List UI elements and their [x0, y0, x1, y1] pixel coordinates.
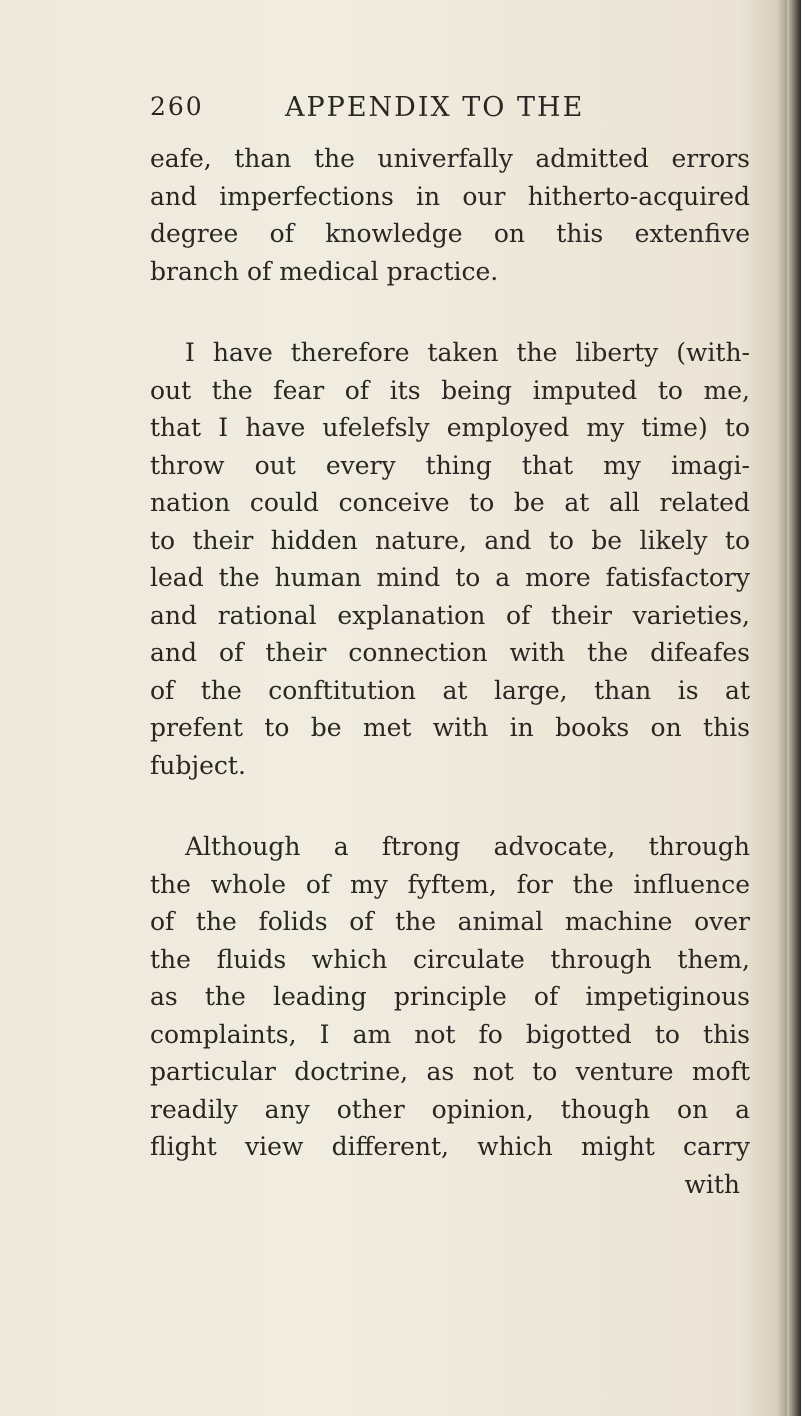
text-line: eafe, than the univerfally admitted errors: [150, 144, 750, 173]
text-line: prefent to be met with in books on this: [150, 713, 750, 742]
text-line: Although a ftrong advocate, through: [185, 832, 750, 861]
text-line: and rational explanation of their varieties,: [150, 600, 750, 630]
text-line: fubject.: [150, 750, 246, 780]
text-line: I have therefore taken the liberty (with-: [185, 338, 750, 367]
page-number: 260: [150, 92, 204, 121]
text-line: throw out every thing that my imagi-: [150, 450, 750, 480]
text-line: the fluids which circulate through them,: [150, 944, 750, 974]
paragraph-2: [150, 334, 750, 784]
text-line: the whole of my fyftem, for the influence: [150, 869, 750, 899]
text-line: lead the human mind to a more fatisfactory: [150, 563, 750, 592]
text-line: degree of knowledge on this extenfive: [150, 219, 750, 248]
paragraph-1: [150, 140, 750, 290]
text-line: nation could conceive to be at all related: [150, 488, 750, 517]
text-line: to their hidden nature, and to be likely to: [150, 525, 750, 555]
body-text: [150, 140, 750, 1247]
text-line: and imperfections in our hitherto-acquired: [150, 181, 750, 211]
catchword: with: [684, 1169, 740, 1199]
text-line: of the conftitution at large, than is at: [150, 675, 750, 705]
text-line: flight view different, which might carry: [150, 1132, 750, 1161]
running-head: APPENDIX TO THE: [285, 92, 585, 123]
text-line: branch of medical practice.: [150, 256, 499, 286]
text-line: particular doctrine, as not to venture moft: [150, 1057, 750, 1086]
text-line: out the fear of its being imputed to me,: [150, 375, 750, 405]
paragraph-3: [150, 828, 750, 1203]
page-gutter-shadow: [787, 0, 801, 1416]
text-line: complaints, I am not fo bigotted to this: [150, 1019, 750, 1049]
text-line: that I have ufelefsly employed my time) to: [150, 413, 750, 442]
text-line: as the leading principle of impetiginous: [150, 982, 750, 1011]
text-line: of the folids of the animal machine over: [150, 907, 750, 936]
text-line: and of their connection with the difeafes: [150, 638, 750, 667]
text-line: readily any other opinion, though on a: [150, 1094, 750, 1124]
